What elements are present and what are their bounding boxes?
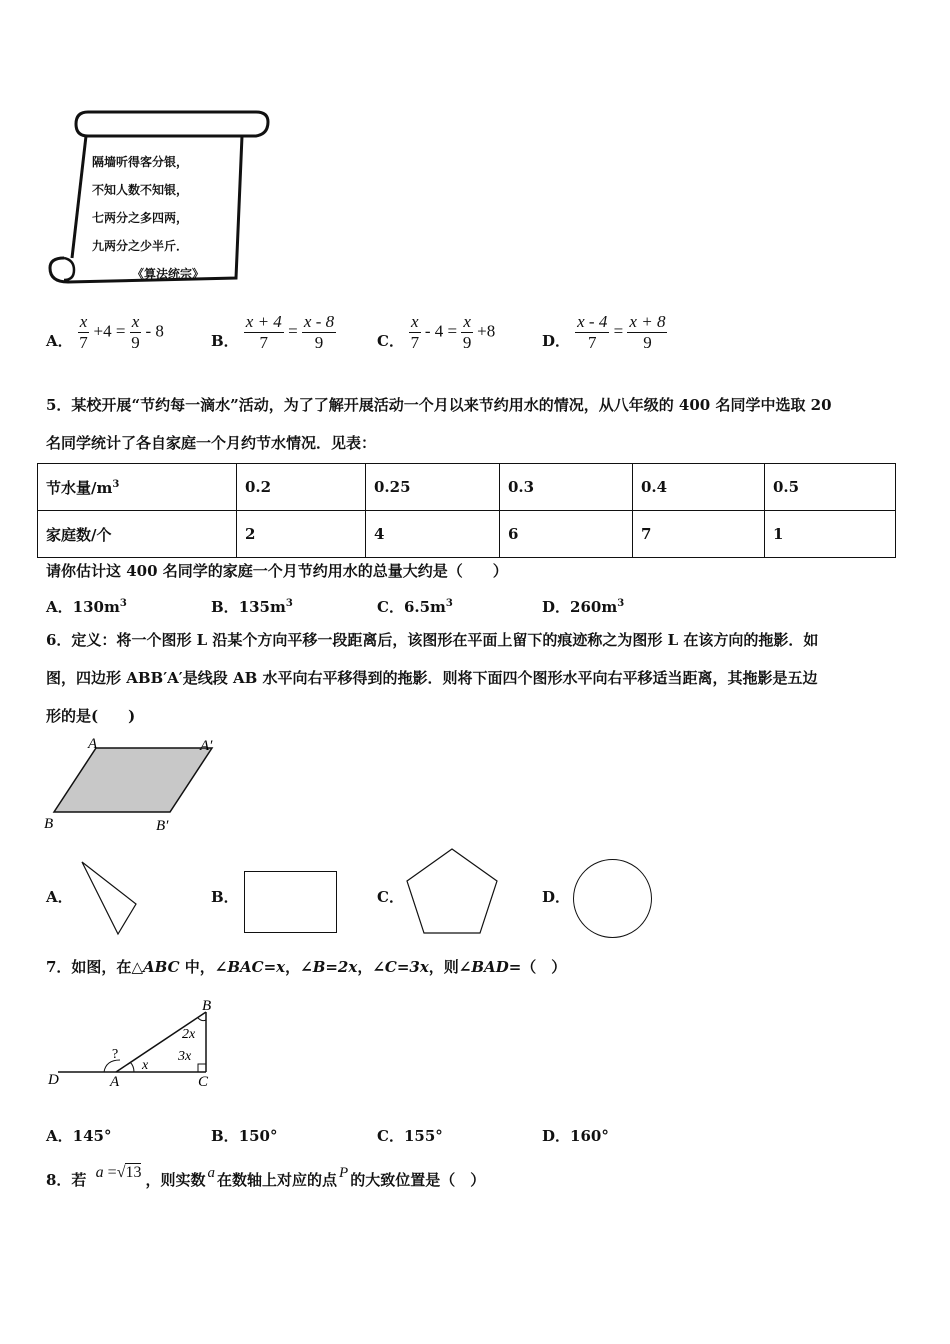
denominator: 9 <box>643 333 652 352</box>
scroll-line: 隔墙听得客分银， <box>92 155 189 169</box>
triangle-shape <box>78 858 140 942</box>
drag-shadow-shape <box>54 748 212 812</box>
label-3x: 3x <box>178 1049 192 1064</box>
option-letter: D． <box>542 332 571 350</box>
option-letter: C． <box>377 332 404 350</box>
radicand: 13 <box>125 1164 142 1181</box>
q5-stem-line1: 5．某校开展“节约每一滴水”活动，为了了解开展活动一个月以来节约用水的情况，从八年级的 400 名同学中选取 20 <box>46 396 832 414</box>
q7-option-c[interactable]: C．155° <box>377 1127 443 1145</box>
operator: +8 <box>477 321 496 341</box>
q5-option-b[interactable]: B．$135m^3$ <box>211 598 293 616</box>
label-x: x <box>142 1058 149 1073</box>
q7-option-b[interactable]: B．150° <box>211 1127 278 1145</box>
q6-stem-line1: 6．定义：将一个图形 L 沿某个方向平移一段距离后，该图形在平面上留下的痕迹称之为图形 L 在该方向的拖影．如 <box>46 631 819 649</box>
q7-option-d[interactable]: D．160° <box>542 1127 609 1145</box>
scroll-line: 九两分之少半斤． <box>92 239 189 253</box>
table-cell: 0.25 <box>366 464 500 511</box>
operator: - 8 <box>145 321 164 341</box>
q6-option-d[interactable]: D． <box>542 888 571 906</box>
pentagon-shape <box>404 846 500 940</box>
label-d: D <box>48 1072 59 1088</box>
q6-option-c[interactable]: C． <box>377 888 404 906</box>
table-cell: 1 <box>765 511 896 558</box>
label-b: B <box>202 998 212 1014</box>
option-letter: B． <box>211 332 239 350</box>
option-letter: A． <box>46 332 73 350</box>
label-a-prime: A′ <box>200 738 213 754</box>
scroll-source: 《算法统宗》 <box>132 267 205 281</box>
numerator: x - 8 <box>303 312 335 331</box>
q5-option-c[interactable]: C．$6.5m^3$ <box>377 598 453 616</box>
scroll-image <box>46 108 270 290</box>
label-a: A <box>110 1074 120 1090</box>
q4-option-d[interactable] <box>542 312 667 353</box>
denominator: 9 <box>314 333 324 352</box>
q5-stem-line2: 名同学统计了各自家庭一个月约节水情况．见表： <box>46 434 377 452</box>
table-row <box>38 464 896 511</box>
scroll-line: 不知人数不知银， <box>92 183 189 197</box>
q4-option-b[interactable] <box>211 312 336 353</box>
variable-a: a <box>207 1165 215 1181</box>
numerator: x <box>411 312 419 331</box>
denominator: 9 <box>131 333 140 352</box>
table-cell: 0.4 <box>633 464 765 511</box>
q6-stem-line2: 图，四边形 ABB′A′是线段 AB 水平向右平移得到的拖影．则将下面四个图形水平向右平移适当距离，其拖影是五边 <box>46 669 818 687</box>
numerator: x <box>79 312 88 331</box>
q6-option-b[interactable]: B． <box>211 888 239 906</box>
variable-a: a <box>95 1164 104 1181</box>
label-b-prime: B′ <box>156 818 169 834</box>
label-b: B <box>44 816 54 832</box>
operator: +4 = <box>93 321 126 341</box>
scroll-line: 七两分之多四两， <box>92 211 189 225</box>
q5-option-a[interactable]: A．$130m^3$ <box>46 598 127 616</box>
table-cell: 6 <box>500 511 633 558</box>
table-cell: 0.5 <box>765 464 896 511</box>
label-2x: 2x <box>182 1027 196 1042</box>
label-a: A <box>88 736 98 752</box>
table-row-label: 家庭数/个 <box>38 511 237 558</box>
q6-parallelogram-figure <box>40 732 230 838</box>
table-cell: 4 <box>366 511 500 558</box>
numerator: x + 8 <box>629 312 666 331</box>
label-c: C <box>198 1074 209 1090</box>
q5-option-d[interactable]: D．$260m^3$ <box>542 598 625 616</box>
operator: = <box>288 321 298 341</box>
table-cell: 0.2 <box>237 464 366 511</box>
denominator: 7 <box>587 333 597 352</box>
numerator: x - 4 <box>577 312 608 331</box>
label-question: ? <box>112 1047 119 1062</box>
operator: = <box>613 321 624 341</box>
denominator: 7 <box>259 333 269 352</box>
q4-option-a[interactable] <box>46 312 164 353</box>
denominator: 9 <box>462 333 472 352</box>
numerator: x <box>463 312 471 331</box>
variable-p: P <box>339 1165 349 1181</box>
q5-question: 请你估计这 400 名同学的家庭一个月节约用水的总量大约是（ ） <box>46 562 508 580</box>
table-cell: 2 <box>237 511 366 558</box>
q5-table <box>37 463 896 558</box>
table-cell: 0.3 <box>500 464 633 511</box>
q8-stem: 8．若 a =√13 ，则实数 a 在数轴上对应的点 P 的大致位置是（ ） <box>46 1164 486 1189</box>
q7-triangle-figure <box>44 996 224 1090</box>
q7-option-a[interactable]: A．145° <box>46 1127 112 1145</box>
circle-shape <box>573 859 652 938</box>
rectangle-shape <box>244 871 337 933</box>
table-cell: 7 <box>633 511 765 558</box>
q4-option-c[interactable] <box>377 312 495 353</box>
denominator: 7 <box>79 333 88 352</box>
q6-option-a[interactable]: A． <box>46 888 73 906</box>
operator: - 4 = <box>424 321 458 341</box>
q6-stem-line3: 形的是( ) <box>46 707 136 725</box>
table-header-label: 节水量$/m^3$ <box>38 464 237 511</box>
numerator: x <box>131 312 140 331</box>
q7-stem: 7．如图，在△ABC 中，∠BAC=x，∠B=2x，∠C=3x，则∠BAD=（ ） <box>46 958 567 976</box>
sqrt-icon: √ <box>116 1164 126 1181</box>
table-row <box>38 511 896 558</box>
denominator: 7 <box>410 333 420 352</box>
numerator: x + 4 <box>245 312 282 331</box>
